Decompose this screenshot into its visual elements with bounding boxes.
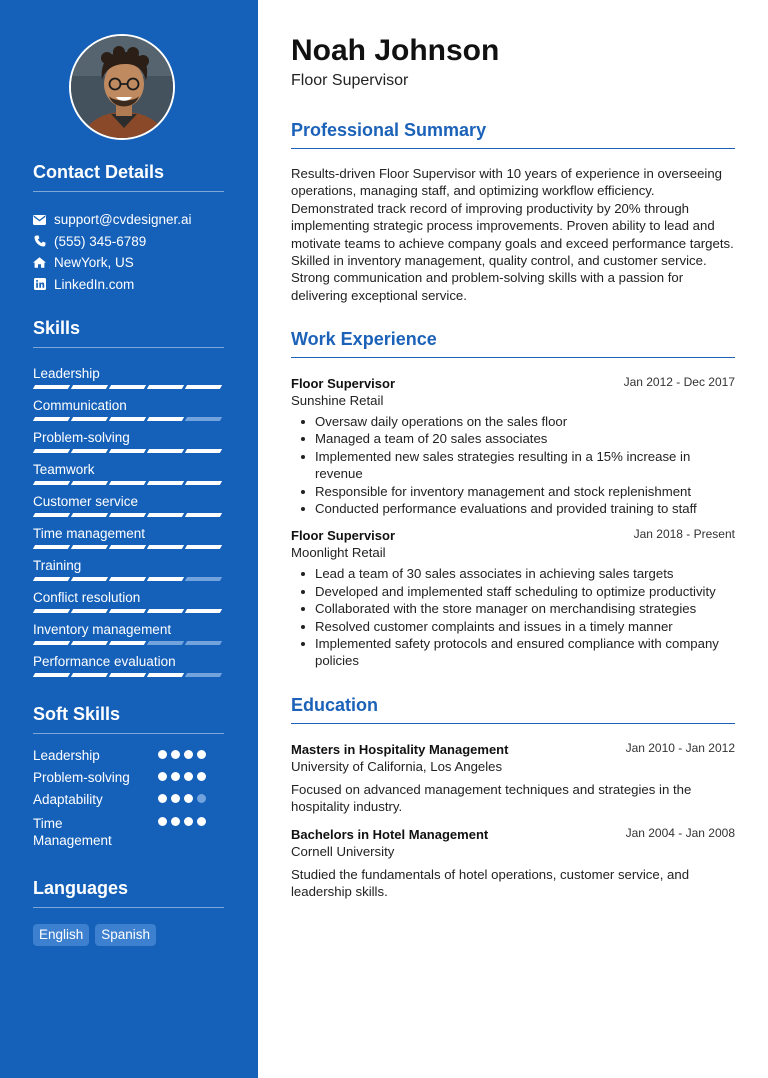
- job-bullet: Responsible for inventory management and stock replenishment: [291, 483, 735, 500]
- skill-name: Inventory management: [33, 622, 172, 637]
- contact-linkedin-text: LinkedIn.com: [54, 276, 135, 292]
- skill-level-segment: [71, 385, 108, 389]
- skill-level-segment: [33, 417, 70, 421]
- job-bullets: [291, 565, 735, 669]
- soft-skill-dot: [158, 794, 167, 803]
- job-bullets: [291, 413, 735, 517]
- education-entry: [291, 741, 735, 816]
- skill-row: [33, 365, 224, 397]
- soft-skill-dots: [158, 794, 206, 803]
- soft-skill-dot: [184, 750, 193, 759]
- skill-row: [33, 621, 224, 653]
- education-description: Focused on advanced management techniques and strategies in the hospitality industry.: [291, 782, 692, 815]
- job-title: Floor Supervisor: [291, 528, 396, 544]
- skill-level-segment: [109, 609, 146, 613]
- education-dates: Jan 2010 - Jan 2012: [625, 741, 735, 755]
- job-bullet: Managed a team of 20 sales associates: [291, 430, 735, 447]
- skill-name: Problem-solving: [33, 430, 130, 445]
- job-bullet: Resolved customer complaints and issues in a timely manner: [291, 618, 735, 635]
- skill-row: [33, 461, 224, 493]
- soft-skill-row: [33, 815, 113, 849]
- language-tag: Spanish: [95, 924, 156, 946]
- main-content: [258, 0, 768, 1078]
- soft-skills-section: [33, 704, 224, 864]
- contact-section: [33, 162, 224, 295]
- soft-skills-heading: Soft Skills: [33, 704, 224, 734]
- soft-skill-dot: [184, 794, 193, 803]
- education-entry: [291, 826, 735, 901]
- skill-level-bar: [34, 577, 221, 581]
- skill-name: Time management: [33, 526, 146, 541]
- skill-level-segment: [109, 513, 146, 517]
- skill-level-segment: [185, 577, 222, 581]
- soft-skill-dot: [171, 817, 180, 826]
- skill-name: Customer service: [33, 494, 139, 509]
- summary-section: [291, 120, 735, 304]
- skill-level-bar: [34, 513, 221, 517]
- job-bullet: Developed and implemented staff scheduling to optimize productivity: [291, 583, 735, 600]
- contact-email-text: support@cvdesigner.ai: [54, 212, 192, 228]
- soft-skill-name: Leadership: [33, 748, 100, 763]
- skill-level-segment: [33, 673, 70, 677]
- contact-location-text: NewYork, US: [54, 255, 134, 271]
- skill-level-segment: [71, 577, 108, 581]
- soft-skill-row: [33, 770, 224, 785]
- languages-heading: Languages: [33, 878, 224, 908]
- contact-location: [33, 252, 224, 274]
- skills-list: [33, 365, 224, 685]
- skill-row: [33, 493, 224, 525]
- skill-level-bar: [34, 385, 221, 389]
- skill-row: [33, 653, 224, 685]
- skill-level-segment: [33, 449, 70, 453]
- skill-name: Conflict resolution: [33, 590, 141, 605]
- skill-level-segment: [147, 545, 184, 549]
- experience-section: [291, 329, 735, 670]
- soft-skill-dot: [158, 750, 167, 759]
- skill-name: Teamwork: [33, 462, 95, 477]
- education-school: University of California, Los Angeles: [291, 759, 503, 774]
- skill-level-segment: [33, 385, 70, 389]
- linkedin-icon: [33, 278, 46, 291]
- soft-skill-dots: [158, 817, 206, 826]
- soft-skill-dot: [158, 817, 167, 826]
- contact-phone[interactable]: [33, 231, 224, 253]
- job-bullet: Lead a team of 30 sales associates in achieving sales targets: [291, 565, 735, 582]
- skill-level-segment: [147, 609, 184, 613]
- skill-level-segment: [109, 449, 146, 453]
- skill-level-segment: [71, 513, 108, 517]
- job-entry: [291, 527, 735, 669]
- soft-skill-dot: [184, 817, 193, 826]
- contact-phone-text: (555) 345-6789: [54, 233, 147, 249]
- soft-skill-row: [33, 748, 224, 763]
- job-dates: Jan 2012 - Dec 2017: [623, 375, 735, 389]
- job-bullet: Oversaw daily operations on the sales floor: [291, 413, 735, 430]
- skill-name: Training: [33, 558, 82, 573]
- skill-row: [33, 397, 224, 429]
- skill-level-segment: [185, 449, 222, 453]
- skill-level-segment: [109, 545, 146, 549]
- education-heading: Education: [291, 695, 735, 724]
- skill-level-segment: [147, 449, 184, 453]
- education-degree: Bachelors in Hotel Management: [291, 826, 489, 842]
- education-section: [291, 695, 735, 901]
- skill-level-bar: [34, 545, 221, 549]
- soft-skill-dots: [158, 750, 206, 759]
- skill-level-segment: [147, 481, 184, 485]
- skills-section: [33, 318, 224, 685]
- skill-level-segment: [71, 641, 108, 645]
- soft-skill-row: [33, 792, 224, 807]
- soft-skill-dot: [197, 772, 206, 781]
- soft-skill-dot: [184, 772, 193, 781]
- languages-section: [33, 878, 224, 946]
- skill-level-segment: [33, 577, 70, 581]
- skills-heading: Skills: [33, 318, 224, 348]
- soft-skill-dot: [197, 794, 206, 803]
- skill-level-segment: [185, 609, 222, 613]
- contact-email[interactable]: [33, 209, 224, 231]
- phone-icon: [33, 235, 46, 248]
- soft-skill-name: Time Management: [33, 816, 112, 848]
- skill-level-segment: [33, 513, 70, 517]
- skill-level-segment: [109, 641, 146, 645]
- job-title: Floor Supervisor: [291, 376, 396, 391]
- skill-level-segment: [71, 609, 108, 613]
- sidebar: [0, 0, 258, 1078]
- job-dates: Jan 2018 - Present: [633, 527, 735, 542]
- skill-level-bar: [34, 641, 221, 645]
- skill-level-segment: [147, 673, 184, 677]
- skill-level-segment: [71, 417, 108, 421]
- skill-level-bar: [34, 449, 221, 453]
- skill-row: [33, 525, 224, 557]
- candidate-title: Floor Supervisor: [291, 72, 409, 89]
- contact-heading: Contact Details: [33, 162, 224, 192]
- soft-skill-dot: [171, 794, 180, 803]
- profile-photo: [71, 36, 175, 140]
- language-tag: English: [33, 924, 89, 946]
- education-degree: Masters in Hospitality Management: [291, 742, 509, 757]
- contact-linkedin[interactable]: [33, 274, 224, 296]
- soft-skill-dot: [197, 750, 206, 759]
- envelope-icon: [33, 213, 46, 226]
- avatar: [69, 34, 175, 140]
- skill-level-segment: [147, 385, 184, 389]
- skill-level-segment: [185, 481, 222, 485]
- skill-level-segment: [33, 641, 70, 645]
- soft-skill-dot: [171, 750, 180, 759]
- skill-level-bar: [34, 673, 221, 677]
- skill-level-segment: [33, 481, 70, 485]
- skill-name: Leadership: [33, 366, 100, 381]
- education-school: Cornell University: [291, 843, 395, 859]
- soft-skill-name: Problem-solving: [33, 770, 130, 785]
- skill-level-segment: [185, 545, 222, 549]
- skill-name: Performance evaluation: [33, 654, 176, 669]
- summary-heading: Professional Summary: [291, 120, 735, 149]
- skill-level-segment: [71, 449, 108, 453]
- skill-level-segment: [147, 577, 184, 581]
- soft-skill-dot: [158, 772, 167, 781]
- skill-row: [33, 557, 224, 589]
- skill-level-segment: [71, 481, 108, 485]
- skill-level-segment: [147, 513, 184, 517]
- experience-heading: Work Experience: [291, 329, 735, 358]
- job-bullet: Implemented new sales strategies resulting in a 15% increase in revenue: [291, 448, 735, 483]
- candidate-name: Noah Johnson: [291, 34, 500, 67]
- job-entry: [291, 375, 735, 517]
- skill-level-segment: [33, 545, 70, 549]
- skill-level-segment: [71, 673, 108, 677]
- skill-level-segment: [109, 385, 146, 389]
- home-icon: [33, 256, 46, 269]
- job-company: Moonlight Retail: [291, 545, 386, 561]
- soft-skill-dots: [158, 772, 206, 781]
- job-bullet: Conducted performance evaluations and provided training to staff: [291, 500, 735, 517]
- skill-level-segment: [185, 513, 222, 517]
- skill-level-segment: [147, 417, 184, 421]
- skill-level-segment: [109, 577, 146, 581]
- job-company: Sunshine Retail: [291, 393, 384, 408]
- skill-name: Communication: [33, 398, 127, 413]
- skill-row: [33, 589, 224, 621]
- skill-level-segment: [185, 673, 222, 677]
- skill-level-bar: [34, 417, 221, 421]
- skill-level-segment: [109, 673, 146, 677]
- skill-level-bar: [34, 609, 221, 613]
- soft-skill-dot: [197, 817, 206, 826]
- skill-row: [33, 429, 224, 461]
- skill-level-segment: [109, 417, 146, 421]
- skill-level-segment: [109, 481, 146, 485]
- skill-level-segment: [185, 417, 222, 421]
- skill-level-segment: [71, 545, 108, 549]
- summary-text: Results-driven Floor Supervisor with 10 years of experience in overseeing operations, managing staff, and optimizing workflow efficiency. Demonstrated track record of improving productivity by 20% through implementing strategic process improvements. Proven ability to lead and motivate teams to achieve company goals and exceed performance targets. Skilled in inventory management, quality control, and customer service. Strong communication and problem-solving skills with a passion for delivering exceptional service.: [291, 166, 734, 303]
- education-dates: Jan 2004 - Jan 2008: [625, 825, 735, 840]
- skill-level-bar: [34, 481, 221, 485]
- skill-level-segment: [185, 385, 222, 389]
- skill-level-segment: [185, 641, 222, 645]
- education-description: Studied the fundamentals of hotel operations, customer service, and leadership skills.: [291, 866, 690, 900]
- job-bullet: Collaborated with the store manager on merchandising strategies: [291, 600, 735, 617]
- job-bullet: Implemented safety protocols and ensured compliance with company policies: [291, 635, 735, 670]
- skill-level-segment: [33, 609, 70, 613]
- language-tags: [33, 924, 224, 946]
- soft-skill-name: Adaptability: [33, 792, 103, 807]
- skill-level-segment: [147, 641, 184, 645]
- soft-skill-dot: [171, 772, 180, 781]
